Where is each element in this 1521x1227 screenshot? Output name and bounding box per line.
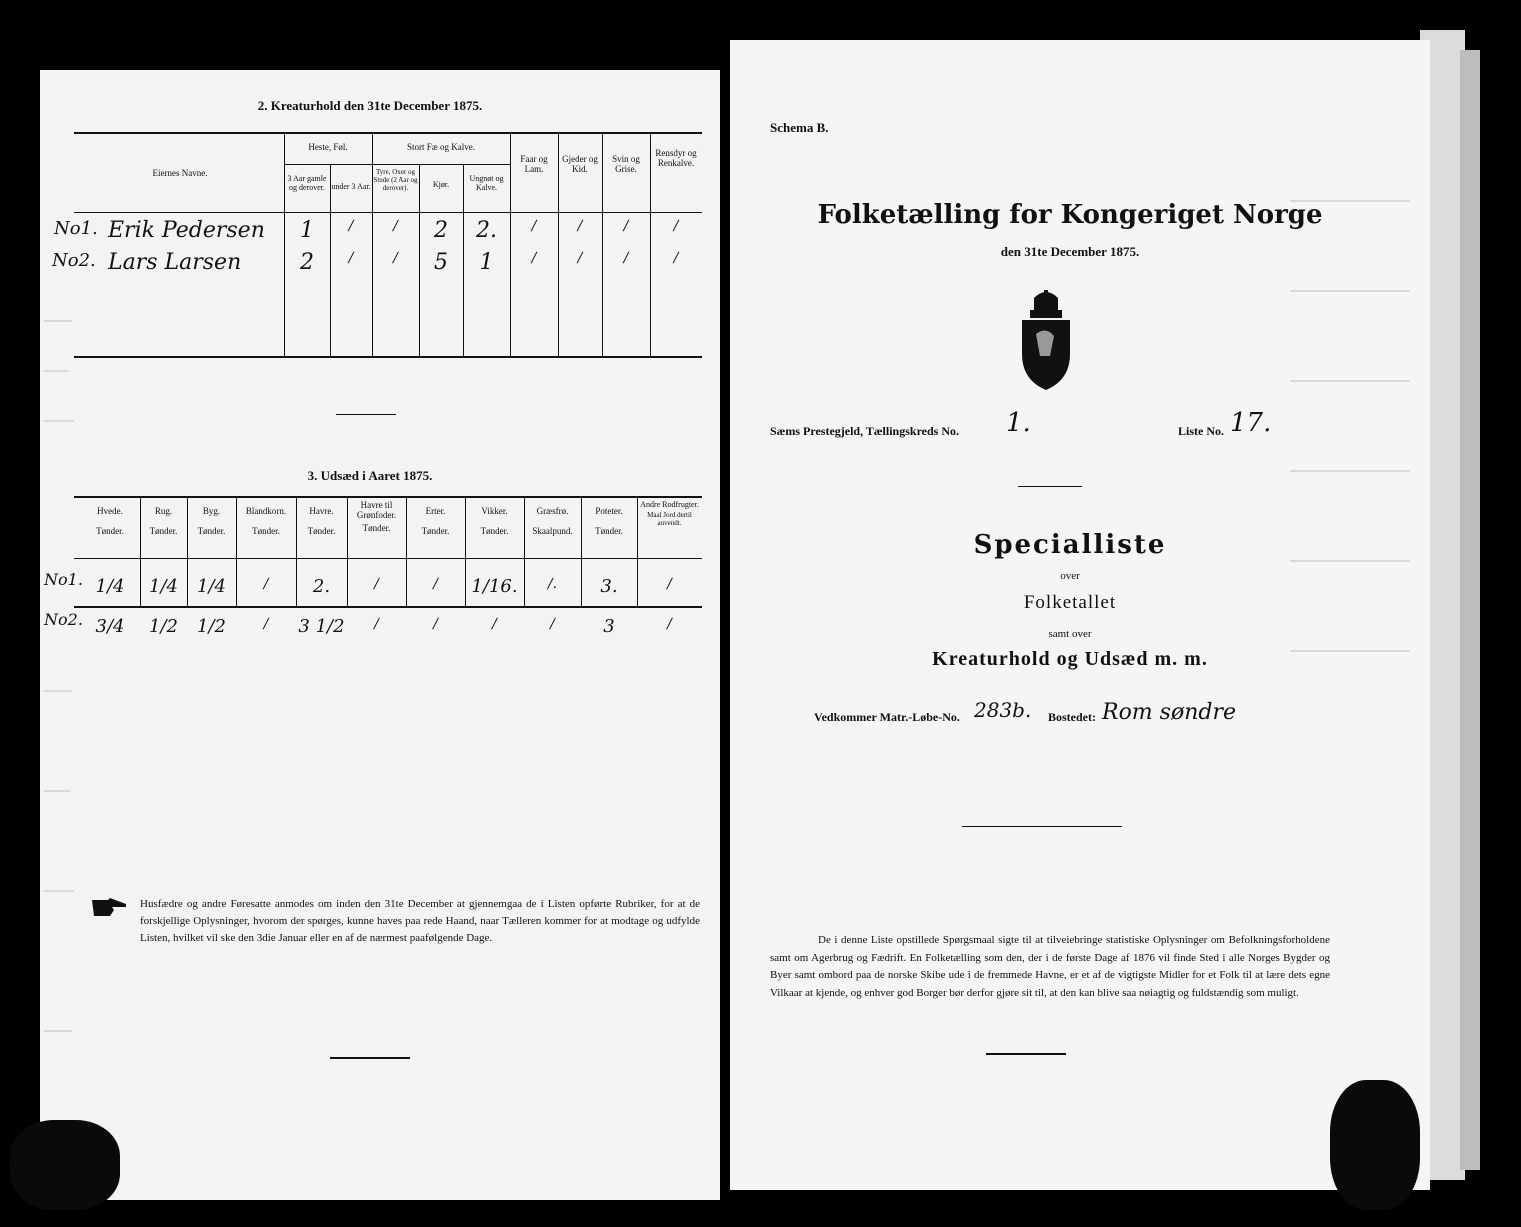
bleed-mark	[1290, 470, 1410, 472]
divider	[336, 414, 396, 415]
seed-header: Blandkorn. Tønder.	[245, 506, 287, 537]
svin-value: ∕	[623, 218, 629, 234]
seed-value: ∕	[667, 616, 672, 632]
gjeder-value: ∕	[577, 250, 583, 266]
bosted-label: Bostedet:	[1048, 710, 1096, 724]
seed-value: 1/4	[149, 576, 178, 597]
seed-value: ∕	[263, 616, 269, 632]
samt-over-label: samt over	[1048, 628, 1092, 640]
header-kjor: Kjør.	[432, 180, 450, 189]
header-gjeder: Gjeder og Kid.	[562, 154, 598, 175]
heste-young-value: ∕	[348, 218, 354, 234]
section3-title: 3. Udsæd i Aaret 1875.	[307, 468, 433, 483]
liste-label: Liste No.	[1178, 424, 1224, 438]
seed-value: ∕	[550, 616, 555, 632]
divider	[330, 1057, 410, 1059]
liste-number: 17.	[1230, 408, 1272, 438]
seed-header: Erter. Tønder.	[421, 506, 450, 537]
info-paragraph: De i denne Liste opstillede Spørgsmaal sigte til at tilveiebringe statistiske Oplysninger om Befolkningsforholdene samt om Agerbrug og Fædrift. En Folketælling som den, der i de første Dage af 1876 vil finde Sted i alle Norges Bygder og Byer samt ombord paa de norske Skibe ude i de fremmede Havne, er et af de vigtigste Midler for et Folk til at lære dets egne Vilkaar at kjende, og enhver god Borger bør derfor gjøre sit til, at den kan blive saa nøiagtig og fuldstændig som muligt.	[770, 934, 1330, 999]
seed-value: 1/4	[95, 576, 125, 597]
seed-value: 1/2	[149, 616, 178, 637]
seed-header: Byg. Tønder.	[197, 506, 226, 537]
header-faar: Faar og Lam.	[520, 154, 548, 175]
bosted-value: Rom søndre	[1102, 700, 1236, 725]
pointing-hand-icon	[90, 896, 130, 918]
seed-header: Vikker. Tønder.	[480, 506, 509, 537]
seed-value: 3.	[600, 576, 618, 597]
bleed-mark	[44, 890, 74, 892]
bleed-mark	[1290, 290, 1410, 292]
ungnot-value: 1	[479, 250, 494, 275]
section2-title: 2. Kreaturhold den 31te December 1875.	[257, 98, 483, 113]
svin-value: ∕	[623, 250, 629, 266]
seed-value: ∕	[263, 576, 269, 592]
seed-value: 1/4	[197, 576, 226, 597]
seed-header: Havre. Tønder.	[307, 506, 336, 537]
faar-value: ∕	[531, 250, 537, 266]
seed-value: ∕	[433, 576, 438, 592]
seed-value: 1/16.	[471, 576, 518, 597]
bleed-mark	[44, 690, 72, 692]
scan-blot	[1330, 1080, 1420, 1210]
seed-value: ∕	[667, 576, 672, 592]
scan-blot	[10, 1120, 120, 1210]
bleed-mark	[1290, 650, 1410, 652]
seed-value: 1/2	[197, 616, 226, 637]
tyre-value: ∕	[393, 250, 398, 266]
kjor-value: 5	[434, 250, 448, 275]
seed-header: Andre Rodfrugter. Maal Jord dertil anvendt.	[640, 500, 699, 528]
seed-value: ∕	[374, 576, 379, 592]
heste-old-value: 1	[300, 218, 314, 243]
row-number: No1.	[44, 570, 83, 589]
main-title: Folketælling for Kongeriget Norge	[817, 200, 1323, 230]
coat-of-arms-icon	[1016, 290, 1076, 392]
gjeder-value: ∕	[577, 218, 583, 234]
seed-value: ∕.	[547, 576, 558, 592]
seed-value: 2.	[312, 576, 331, 597]
right-page	[730, 40, 1430, 1190]
owner-name: Lars Larsen	[108, 250, 242, 275]
row-number: No2.	[44, 610, 83, 629]
bleed-mark	[44, 1030, 72, 1032]
seed-value: ∕	[374, 616, 379, 632]
schema-label: Schema B.	[770, 120, 829, 135]
owner-name: Erik Pedersen	[108, 218, 265, 243]
seed-header: Havre til Grønfoder. Tønder.	[356, 500, 397, 533]
bleed-mark	[44, 420, 74, 422]
page-stack-edge-2	[1460, 50, 1480, 1170]
seed-value: 3/4	[95, 616, 125, 637]
bleed-mark	[44, 790, 70, 792]
seed-header: Hvede. Tønder.	[96, 506, 124, 537]
heste-young-value: ∕	[348, 250, 354, 266]
notice-text: Husfædre og andre Føresatte anmodes om inden den 31te December at gjennemgaa de i Listen opførte Rubriker, for at de forskjellige Oplysninger, hvorom der spørges, kunne haves paa rede Haand, naar Tælleren kommer for at modtage og udfylde Listen, hvilket vil ske den 3die Januar eller en af de nærmest paafølgende Dage.	[140, 898, 700, 945]
ungnot-value: 2.	[476, 218, 497, 243]
specialliste-title: Specialliste	[973, 530, 1167, 560]
header-svin: Svin og Grise.	[612, 154, 640, 175]
header-rensdyr: Rensdyr og Renkalve.	[655, 148, 697, 169]
faar-value: ∕	[531, 218, 537, 234]
row-number: No2.	[52, 250, 96, 271]
bleed-mark	[1290, 380, 1410, 382]
seed-value: 3 1/2	[298, 616, 345, 637]
tellingskreds-number: 1.	[1006, 408, 1031, 438]
bleed-mark	[44, 370, 68, 372]
divider	[962, 826, 1122, 827]
rensdyr-value: ∕	[673, 250, 679, 266]
header-tyre: Tyre, Oxer og Stude (2 Aar og derover).	[373, 168, 418, 193]
folketallet-label: Folketallet	[1023, 592, 1117, 613]
seed-value: ∕	[492, 616, 497, 632]
rensdyr-value: ∕	[673, 218, 679, 234]
seed-value: ∕	[433, 616, 438, 632]
kjor-value: 2	[434, 218, 448, 243]
seed-header: Poteter. Tønder.	[595, 506, 623, 537]
left-page	[40, 70, 720, 1200]
bleed-mark	[44, 320, 72, 322]
kreaturhold-label: Kreaturhold og Udsæd m. m.	[932, 648, 1208, 670]
bleed-mark	[1290, 560, 1410, 562]
row-number: No1.	[54, 218, 98, 239]
heste-old-value: 2	[300, 250, 314, 275]
header-owner: Eiernes Navne.	[152, 168, 208, 178]
divider	[1018, 486, 1082, 487]
seed-value: 3	[603, 616, 615, 637]
matr-label: Vedkommer Matr.-Løbe-No.	[814, 710, 960, 724]
divider	[986, 1053, 1066, 1055]
tyre-value: ∕	[393, 218, 398, 234]
header-heste: Heste, Føl.	[308, 142, 348, 152]
header-heste-young: under 3 Aar.	[331, 182, 371, 191]
subtitle: den 31te December 1875.	[1000, 244, 1140, 259]
prestegjeld-label: Sæms Prestegjeld, Tællingskreds No.	[770, 424, 960, 438]
matr-number: 283b.	[974, 698, 1032, 722]
over-label: over	[1060, 570, 1080, 582]
header-ungnot: Ungnøt og Kalve.	[469, 174, 504, 193]
seed-header: Græsfrø. Skaalpund.	[532, 506, 573, 537]
header-heste-old: 3 Aar gamle og derover.	[287, 174, 327, 193]
header-stort: Stort Fæ og Kalve.	[406, 142, 475, 152]
seed-header: Rug. Tønder.	[149, 506, 178, 537]
